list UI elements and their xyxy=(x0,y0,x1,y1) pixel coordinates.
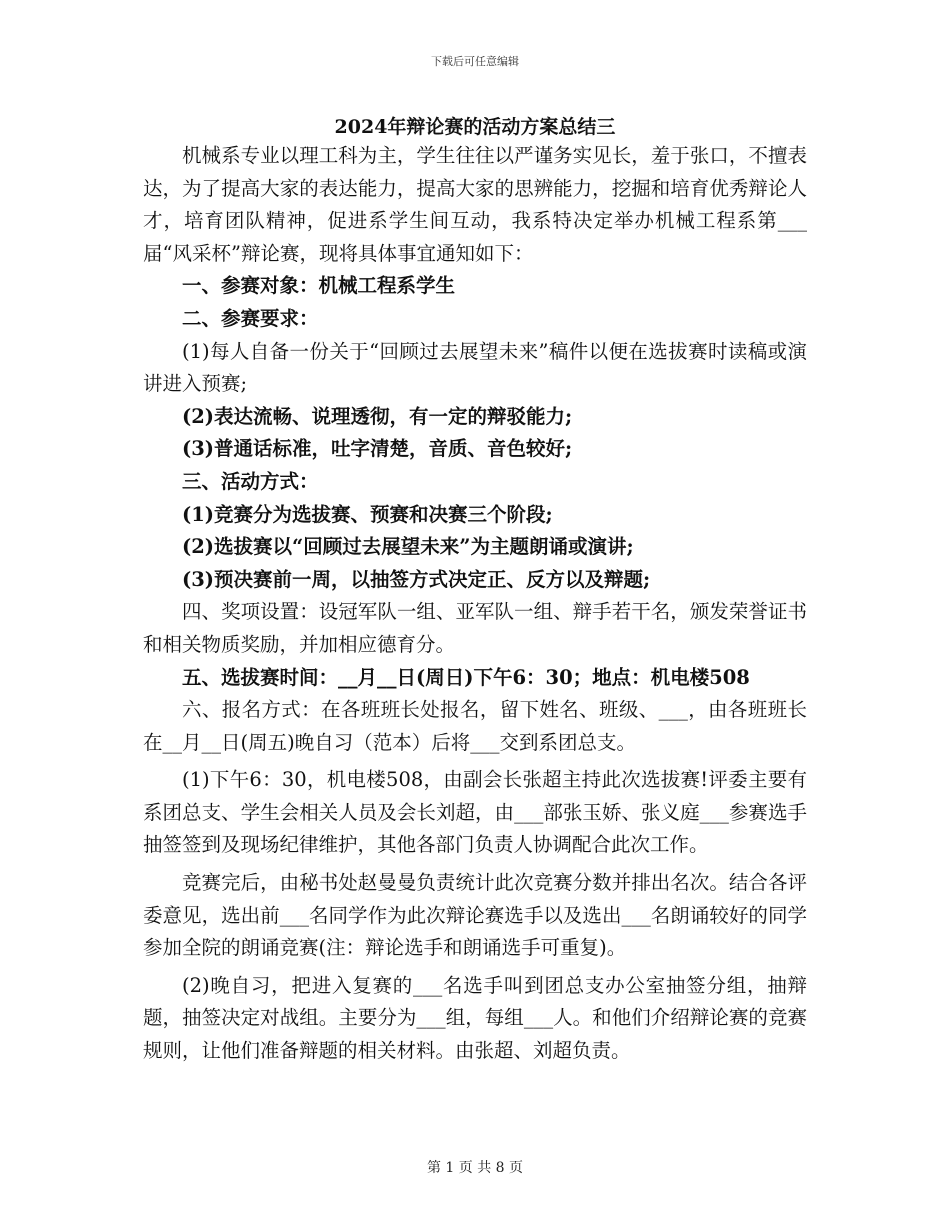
format-item-3: (3)预决赛前一周，以抽签方式决定正、反方以及辩题; xyxy=(182,567,651,591)
section-participants: 一、参赛对象：机械工程系学生 xyxy=(182,274,456,298)
document-title: 2024年辩论赛的活动方案总结三 xyxy=(334,116,616,138)
procedure-item-1: (1)下午6：30，机电楼508，由副会长张超主持此次选拔赛!评委主要有系团总支、学生会相关人员及会长刘超，由___部张玉娇、张义庭___参赛选手抽签签到及现场纪律维护，其他各部门负责人协调配合此次工作。 xyxy=(143,768,807,857)
section-format: 三、活动方式： xyxy=(182,469,319,493)
procedure-item-2: (2)晚自习，把进入复赛的___名选手叫到团总支办公室抽签分组，抽辩题，抽签决定对战组。主要分为___组，每组___人。和他们介绍辩论赛的竞赛规则，让他们准备辩题的相关材料。由张超、刘超负责。 xyxy=(143,973,807,1063)
section-schedule: 五、选拔赛时间：__月__日(周日)下午6：30；地点：机电楼508 xyxy=(182,665,750,689)
section-awards: 四、奖项设置：设冠军队一组、亚军队一组、辩手若干名，颁发荣誉证书和相关物质奖励，并加相应德育分。 xyxy=(143,600,807,656)
requirement-item-3: (3)普通话标准，吐字清楚，音质、音色较好; xyxy=(182,437,573,461)
ranking-paragraph: 竞赛完后，由秘书处赵曼曼负责统计此次竞赛分数并排出名次。结合各评委意见，选出前___名同学作为此次辩论赛选手以及选出___名朗诵较好的同学参加全院的朗诵竞赛(注：辩论选手和朗诵选手可重复)。 xyxy=(143,871,807,960)
intro-paragraph: 机械系专业以理工科为主，学生往往以严谨务实见长，羞于张口，不擅表达，为了提高大家的表达能力，提高大家的思辨能力，挖掘和培育优秀辩论人才，培育团队精神，促进系学生间互动，我系特决定举办机械工程系第___届“风采杯”辩论赛，现将具体事宜通知如下： xyxy=(143,144,807,265)
section-requirements: 二、参赛要求： xyxy=(182,306,319,330)
format-item-2: (2)选拔赛以“回顾过去展望未来”为主题朗诵或演讲; xyxy=(182,535,634,559)
requirement-item-2: (2)表达流畅、说理透彻，有一定的辩驳能力; xyxy=(182,404,573,428)
header-note: 下载后可任意编辑 xyxy=(431,55,519,68)
page-footer: 第 1 页 共 8 页 xyxy=(426,1160,524,1176)
document-body xyxy=(143,140,807,1068)
section-registration: 六、报名方式：在各班班长处报名，留下姓名、班级、___，由各班班长在__月__日(周五)晚自习（范本）后将___交到系团总支。 xyxy=(143,698,807,754)
format-item-1: (1)竞赛分为选拔赛、预赛和决赛三个阶段; xyxy=(182,502,553,526)
requirement-item-1: (1)每人自备一份关于“回顾过去展望未来”稿件以便在选拔赛时读稿或演讲进入预赛; xyxy=(143,339,807,396)
